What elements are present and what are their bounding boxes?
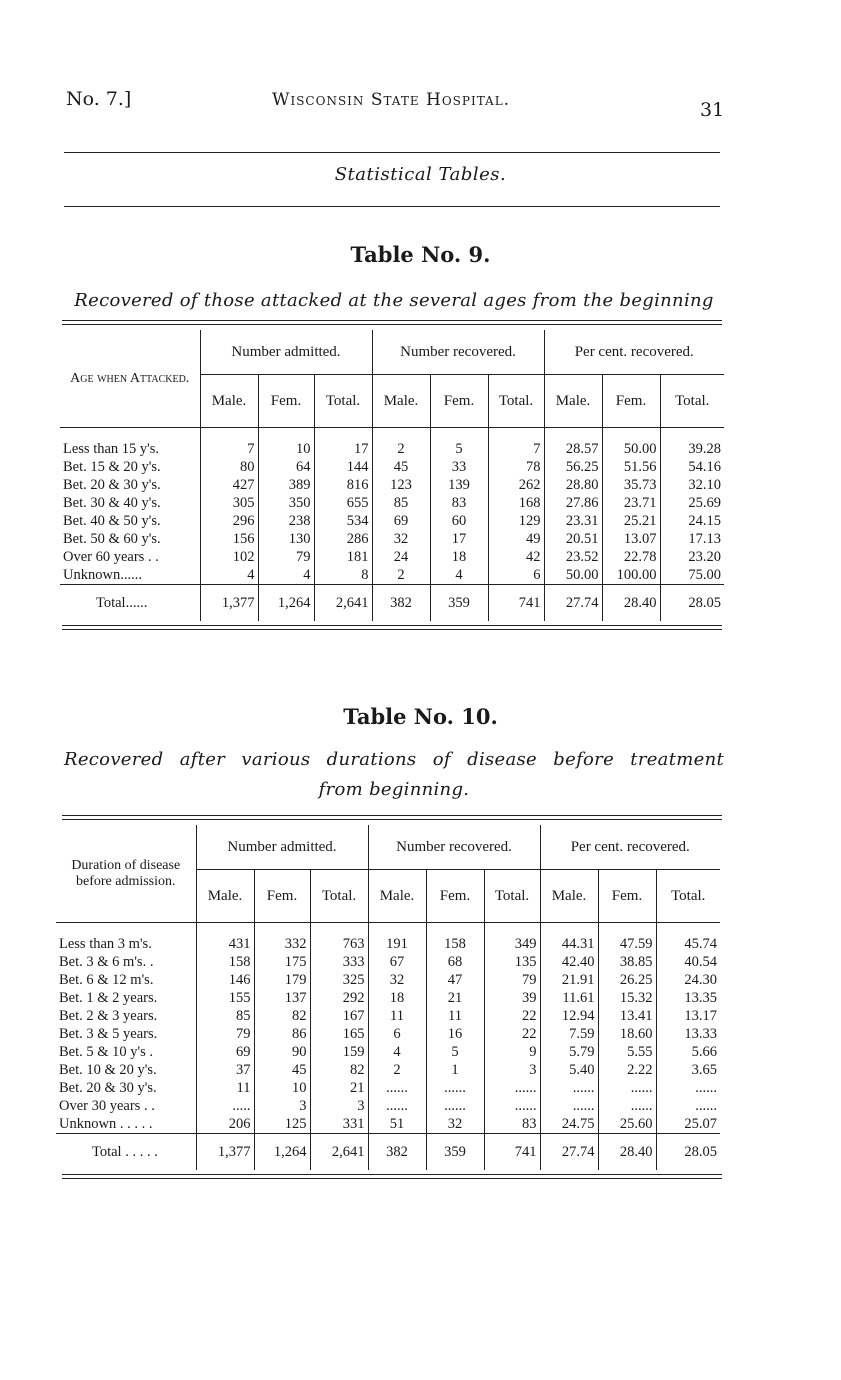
- table-cell: 382: [368, 1134, 426, 1171]
- table-cell: 79: [258, 548, 314, 566]
- row-label: Bet. 40 & 50 y's.: [63, 513, 161, 529]
- table-cell: 28.40: [602, 585, 660, 622]
- row-label: Less than 3 m's.: [59, 936, 152, 952]
- table10-col-header: Fem.: [426, 870, 484, 923]
- table-cell: 21: [310, 1079, 368, 1097]
- row-label: Bet. 6 & 12 m's.: [59, 972, 154, 988]
- table-cell: 23.52: [544, 548, 602, 566]
- table-cell: 82: [254, 1007, 310, 1025]
- table-cell: 25.60: [598, 1115, 656, 1134]
- table-cell: 54.16: [660, 458, 724, 476]
- table-cell: 85: [372, 494, 430, 512]
- table-cell: 534: [314, 512, 372, 530]
- table-row: [60, 512, 724, 530]
- table9-group-percent: Per cent. recovered.: [544, 330, 724, 375]
- table9-group-admitted: Number admitted.: [200, 330, 372, 375]
- table-cell: 47: [426, 971, 484, 989]
- table-cell: 389: [258, 476, 314, 494]
- table10-col-header: Male.: [196, 870, 254, 923]
- table-cell: 1,264: [254, 1134, 310, 1171]
- table-cell: 27.74: [544, 585, 602, 622]
- table-cell: 35.73: [602, 476, 660, 494]
- table-cell: 69: [196, 1043, 254, 1061]
- table-cell: 45: [372, 458, 430, 476]
- table-cell: 135: [484, 953, 540, 971]
- table-cell: 13.35: [656, 989, 720, 1007]
- table-cell: 427: [200, 476, 258, 494]
- table-cell: 83: [484, 1115, 540, 1134]
- table-cell: 7: [200, 440, 258, 458]
- table-cell: 28.80: [544, 476, 602, 494]
- table9-top-rule: [62, 320, 722, 325]
- table10-col-header: Total.: [656, 870, 720, 923]
- table-row: [60, 494, 724, 512]
- table9-total-row: [60, 585, 724, 622]
- table-cell: ......: [598, 1079, 656, 1097]
- table-cell: 2,641: [314, 585, 372, 622]
- table-cell: 5.79: [540, 1043, 598, 1061]
- table10-title: Table No. 10.: [343, 704, 498, 729]
- table-cell: 79: [196, 1025, 254, 1043]
- table-cell: 50.00: [602, 440, 660, 458]
- table-row: [56, 1061, 720, 1079]
- table-cell: 28.57: [544, 440, 602, 458]
- table-cell: ......: [426, 1079, 484, 1097]
- table-cell: 139: [430, 476, 488, 494]
- row-label: Bet. 3 & 5 years.: [59, 1026, 158, 1042]
- table-cell: 45: [254, 1061, 310, 1079]
- table-cell: 42.40: [540, 953, 598, 971]
- table10-col-header: Male.: [540, 870, 598, 923]
- table-cell: 33: [430, 458, 488, 476]
- table-cell: 655: [314, 494, 372, 512]
- table-cell: 40.54: [656, 953, 720, 971]
- table-cell: 123: [372, 476, 430, 494]
- table10-top-rule: [62, 815, 722, 820]
- table10-bottom-rule: [62, 1174, 722, 1179]
- table-cell: 2: [372, 566, 430, 585]
- table-cell: 12.94: [540, 1007, 598, 1025]
- table-cell: 6: [488, 566, 544, 585]
- table-cell: 2: [368, 1061, 426, 1079]
- table10: [56, 825, 720, 1170]
- table-cell: ......: [598, 1097, 656, 1115]
- table-cell: 206: [196, 1115, 254, 1134]
- table-cell: 21: [426, 989, 484, 1007]
- table-cell: 125: [254, 1115, 310, 1134]
- table-cell: 167: [310, 1007, 368, 1025]
- table-cell: 11.61: [540, 989, 598, 1007]
- table-cell: 27.86: [544, 494, 602, 512]
- table-cell: 78: [488, 458, 544, 476]
- table9-row-header: Age when Attacked.: [70, 370, 190, 386]
- table-cell: 3.65: [656, 1061, 720, 1079]
- table-cell: 68: [426, 953, 484, 971]
- table-cell: 37: [196, 1061, 254, 1079]
- table9-caption: Recovered of those attacked at the several ages from the beginning: [74, 290, 714, 311]
- table-cell: 431: [196, 935, 254, 953]
- table-cell: 741: [484, 1134, 540, 1171]
- table-cell: 146: [196, 971, 254, 989]
- table9-total-label: Total......: [60, 585, 200, 622]
- table-cell: 2,641: [310, 1134, 368, 1171]
- table-cell: 179: [254, 971, 310, 989]
- table-cell: 191: [368, 935, 426, 953]
- table-cell: 26.25: [598, 971, 656, 989]
- table-cell: 13.33: [656, 1025, 720, 1043]
- table-cell: 238: [258, 512, 314, 530]
- table10-group-percent: Per cent. recovered.: [540, 825, 720, 870]
- table-cell: 11: [368, 1007, 426, 1025]
- table-cell: 137: [254, 989, 310, 1007]
- table-cell: 32: [372, 530, 430, 548]
- table10-col-header: Fem.: [254, 870, 310, 923]
- table-row: [60, 458, 724, 476]
- chapter-number: No. 7.]: [66, 88, 132, 110]
- table-cell: 4: [368, 1043, 426, 1061]
- row-label: Bet. 2 & 3 years.: [59, 1008, 158, 1024]
- table-cell: 382: [372, 585, 430, 622]
- table-cell: 80: [200, 458, 258, 476]
- table9-col-header: Male.: [372, 375, 430, 428]
- table-cell: 156: [200, 530, 258, 548]
- table-cell: 85: [196, 1007, 254, 1025]
- table-cell: 2: [372, 440, 430, 458]
- table-cell: 144: [314, 458, 372, 476]
- table-cell: 24.30: [656, 971, 720, 989]
- table-cell: 83: [430, 494, 488, 512]
- table-cell: 20.51: [544, 530, 602, 548]
- table-cell: 25.21: [602, 512, 660, 530]
- table-cell: .....: [196, 1097, 254, 1115]
- row-label: Unknown......: [63, 567, 142, 583]
- row-label: Bet. 20 & 30 y's.: [59, 1080, 157, 1096]
- table-row: [56, 1043, 720, 1061]
- table-cell: 763: [310, 935, 368, 953]
- table-cell: 130: [258, 530, 314, 548]
- table-cell: 305: [200, 494, 258, 512]
- table9-bottom-rule: [62, 625, 722, 630]
- table-cell: 1,377: [196, 1134, 254, 1171]
- table-cell: 17.13: [660, 530, 724, 548]
- table9-col-header: Fem.: [430, 375, 488, 428]
- table-cell: 24: [372, 548, 430, 566]
- table-cell: 13.41: [598, 1007, 656, 1025]
- table-cell: 15.32: [598, 989, 656, 1007]
- running-title: Wisconsin State Hospital.: [272, 90, 511, 110]
- table-cell: ......: [656, 1097, 720, 1115]
- table-cell: 49: [488, 530, 544, 548]
- table-cell: 64: [258, 458, 314, 476]
- table-cell: 296: [200, 512, 258, 530]
- table-cell: 69: [372, 512, 430, 530]
- table-cell: 22: [484, 1007, 540, 1025]
- table-cell: 28.05: [660, 585, 724, 622]
- table-cell: 5: [426, 1043, 484, 1061]
- table-cell: 18: [368, 989, 426, 1007]
- table-cell: 11: [196, 1079, 254, 1097]
- table-row: [56, 971, 720, 989]
- table-cell: 32: [426, 1115, 484, 1134]
- table-cell: 7.59: [540, 1025, 598, 1043]
- table-cell: ......: [426, 1097, 484, 1115]
- table-cell: ......: [484, 1097, 540, 1115]
- table-cell: 5: [430, 440, 488, 458]
- table10-col-header: Total.: [484, 870, 540, 923]
- row-label: Bet. 20 & 30 y's.: [63, 477, 161, 493]
- row-label: Over 30 years . .: [59, 1098, 155, 1114]
- table-cell: 67: [368, 953, 426, 971]
- table-row: [56, 935, 720, 953]
- table10-group-recovered: Number recovered.: [368, 825, 540, 870]
- table-cell: 51.56: [602, 458, 660, 476]
- table-cell: 5.40: [540, 1061, 598, 1079]
- table-cell: 3: [310, 1097, 368, 1115]
- table-cell: 9: [484, 1043, 540, 1061]
- table-cell: 90: [254, 1043, 310, 1061]
- table-cell: 28.40: [598, 1134, 656, 1171]
- table-cell: ......: [540, 1079, 598, 1097]
- table-cell: 349: [484, 935, 540, 953]
- table-cell: 23.20: [660, 548, 724, 566]
- table9-col-header: Male.: [544, 375, 602, 428]
- table-cell: 155: [196, 989, 254, 1007]
- table-cell: 25.69: [660, 494, 724, 512]
- table-cell: 51: [368, 1115, 426, 1134]
- table-cell: 22.78: [602, 548, 660, 566]
- table-cell: 3: [484, 1061, 540, 1079]
- table-cell: 8: [314, 566, 372, 585]
- table-cell: ......: [656, 1079, 720, 1097]
- table-row: [56, 1079, 720, 1097]
- table-cell: 4: [258, 566, 314, 585]
- table-cell: ......: [368, 1079, 426, 1097]
- table-cell: 60: [430, 512, 488, 530]
- table-cell: 38.85: [598, 953, 656, 971]
- table-row: [56, 1115, 720, 1134]
- table-cell: 168: [488, 494, 544, 512]
- table-cell: 7: [488, 440, 544, 458]
- table-cell: 158: [196, 953, 254, 971]
- row-label: Unknown . . . . .: [59, 1116, 153, 1132]
- table-cell: 25.07: [656, 1115, 720, 1134]
- table-cell: 102: [200, 548, 258, 566]
- table-cell: 18.60: [598, 1025, 656, 1043]
- table-cell: 22: [484, 1025, 540, 1043]
- table-cell: 359: [430, 585, 488, 622]
- row-label: Bet. 50 & 60 y's.: [63, 531, 161, 547]
- table9-col-header: Fem.: [602, 375, 660, 428]
- table-cell: 13.17: [656, 1007, 720, 1025]
- table-cell: 44.31: [540, 935, 598, 953]
- table-cell: 32: [368, 971, 426, 989]
- table9-col-header: Total.: [314, 375, 372, 428]
- table9-group-recovered: Number recovered.: [372, 330, 544, 375]
- table-cell: 39.28: [660, 440, 724, 458]
- table10-total-row: [56, 1134, 720, 1171]
- table-cell: 56.25: [544, 458, 602, 476]
- table-cell: 27.74: [540, 1134, 598, 1171]
- table9: [60, 330, 724, 621]
- table-cell: ......: [540, 1097, 598, 1115]
- row-label: Bet. 3 & 6 m's. .: [59, 954, 154, 970]
- table-cell: 331: [310, 1115, 368, 1134]
- table-cell: 129: [488, 512, 544, 530]
- table-cell: 181: [314, 548, 372, 566]
- table-cell: 2.22: [598, 1061, 656, 1079]
- table-cell: 50.00: [544, 566, 602, 585]
- table-cell: 1: [426, 1061, 484, 1079]
- table-cell: 23.31: [544, 512, 602, 530]
- table10-col-header: Total.: [310, 870, 368, 923]
- table-cell: 79: [484, 971, 540, 989]
- table-cell: 5.55: [598, 1043, 656, 1061]
- table-cell: 21.91: [540, 971, 598, 989]
- table-cell: 75.00: [660, 566, 724, 585]
- row-label: Bet. 1 & 2 years.: [59, 990, 158, 1006]
- table10-col-header: Male.: [368, 870, 426, 923]
- table10-group-admitted: Number admitted.: [196, 825, 368, 870]
- table10-caption-line1: Recovered after various durations of disease before treatment: [64, 749, 724, 770]
- table-cell: 47.59: [598, 935, 656, 953]
- table-cell: 4: [430, 566, 488, 585]
- table-cell: 13.07: [602, 530, 660, 548]
- table-row: [60, 530, 724, 548]
- table-cell: 325: [310, 971, 368, 989]
- table-cell: 741: [488, 585, 544, 622]
- table-cell: 350: [258, 494, 314, 512]
- row-label: Bet. 30 & 40 y's.: [63, 495, 161, 511]
- table-cell: 332: [254, 935, 310, 953]
- table-cell: 333: [310, 953, 368, 971]
- table-cell: 82: [310, 1061, 368, 1079]
- table-cell: 45.74: [656, 935, 720, 953]
- table10-caption-line2: from beginning.: [318, 779, 470, 800]
- table-cell: ......: [368, 1097, 426, 1115]
- table-cell: 24.75: [540, 1115, 598, 1134]
- table-cell: 10: [258, 440, 314, 458]
- row-label: Less than 15 y's.: [63, 441, 160, 457]
- table-cell: 359: [426, 1134, 484, 1171]
- table-cell: 4: [200, 566, 258, 585]
- table-row: [60, 476, 724, 494]
- table-cell: 262: [488, 476, 544, 494]
- table-row: [56, 989, 720, 1007]
- table9-col-header: Fem.: [258, 375, 314, 428]
- table-row: [60, 548, 724, 566]
- table-row: [60, 566, 724, 585]
- table9-col-header: Male.: [200, 375, 258, 428]
- table9-title: Table No. 9.: [350, 242, 491, 267]
- row-label: Over 60 years . .: [63, 549, 159, 565]
- table-row: [56, 1025, 720, 1043]
- section-subtitle: Statistical Tables.: [334, 164, 507, 185]
- table-cell: 175: [254, 953, 310, 971]
- table-cell: 24.15: [660, 512, 724, 530]
- table10-total-label: Total . . . . .: [56, 1134, 196, 1171]
- row-label: Bet. 15 & 20 y's.: [63, 459, 161, 475]
- subtitle-rule: [64, 206, 720, 207]
- table-cell: 32.10: [660, 476, 724, 494]
- table-cell: 3: [254, 1097, 310, 1115]
- row-label: Bet. 10 & 20 y's.: [59, 1062, 157, 1078]
- table-cell: 816: [314, 476, 372, 494]
- table-cell: 292: [310, 989, 368, 1007]
- table-cell: 5.66: [656, 1043, 720, 1061]
- table-cell: 17: [314, 440, 372, 458]
- table-cell: 1,264: [258, 585, 314, 622]
- table-cell: 23.71: [602, 494, 660, 512]
- table-cell: 1,377: [200, 585, 258, 622]
- table9-col-header: Total.: [488, 375, 544, 428]
- table-cell: 17: [430, 530, 488, 548]
- table-cell: 86: [254, 1025, 310, 1043]
- table-cell: 28.05: [656, 1134, 720, 1171]
- table-cell: 11: [426, 1007, 484, 1025]
- table-cell: 100.00: [602, 566, 660, 585]
- table10-row-header: Duration of disease before admission.: [71, 857, 181, 889]
- table-row: [56, 1007, 720, 1025]
- table9-col-header: Total.: [660, 375, 724, 428]
- table-cell: 18: [430, 548, 488, 566]
- page-number: 31: [700, 99, 725, 121]
- table-cell: 165: [310, 1025, 368, 1043]
- table-cell: ......: [484, 1079, 540, 1097]
- table-cell: 10: [254, 1079, 310, 1097]
- table-cell: 39: [484, 989, 540, 1007]
- table-cell: 16: [426, 1025, 484, 1043]
- table-cell: 158: [426, 935, 484, 953]
- table-cell: 6: [368, 1025, 426, 1043]
- table-cell: 42: [488, 548, 544, 566]
- table-cell: 159: [310, 1043, 368, 1061]
- table-row: [60, 440, 724, 458]
- table-cell: 286: [314, 530, 372, 548]
- row-label: Bet. 5 & 10 y's .: [59, 1044, 154, 1060]
- table10-col-header: Fem.: [598, 870, 656, 923]
- table-row: [56, 1097, 720, 1115]
- header-rule: [64, 152, 720, 153]
- table-row: [56, 953, 720, 971]
